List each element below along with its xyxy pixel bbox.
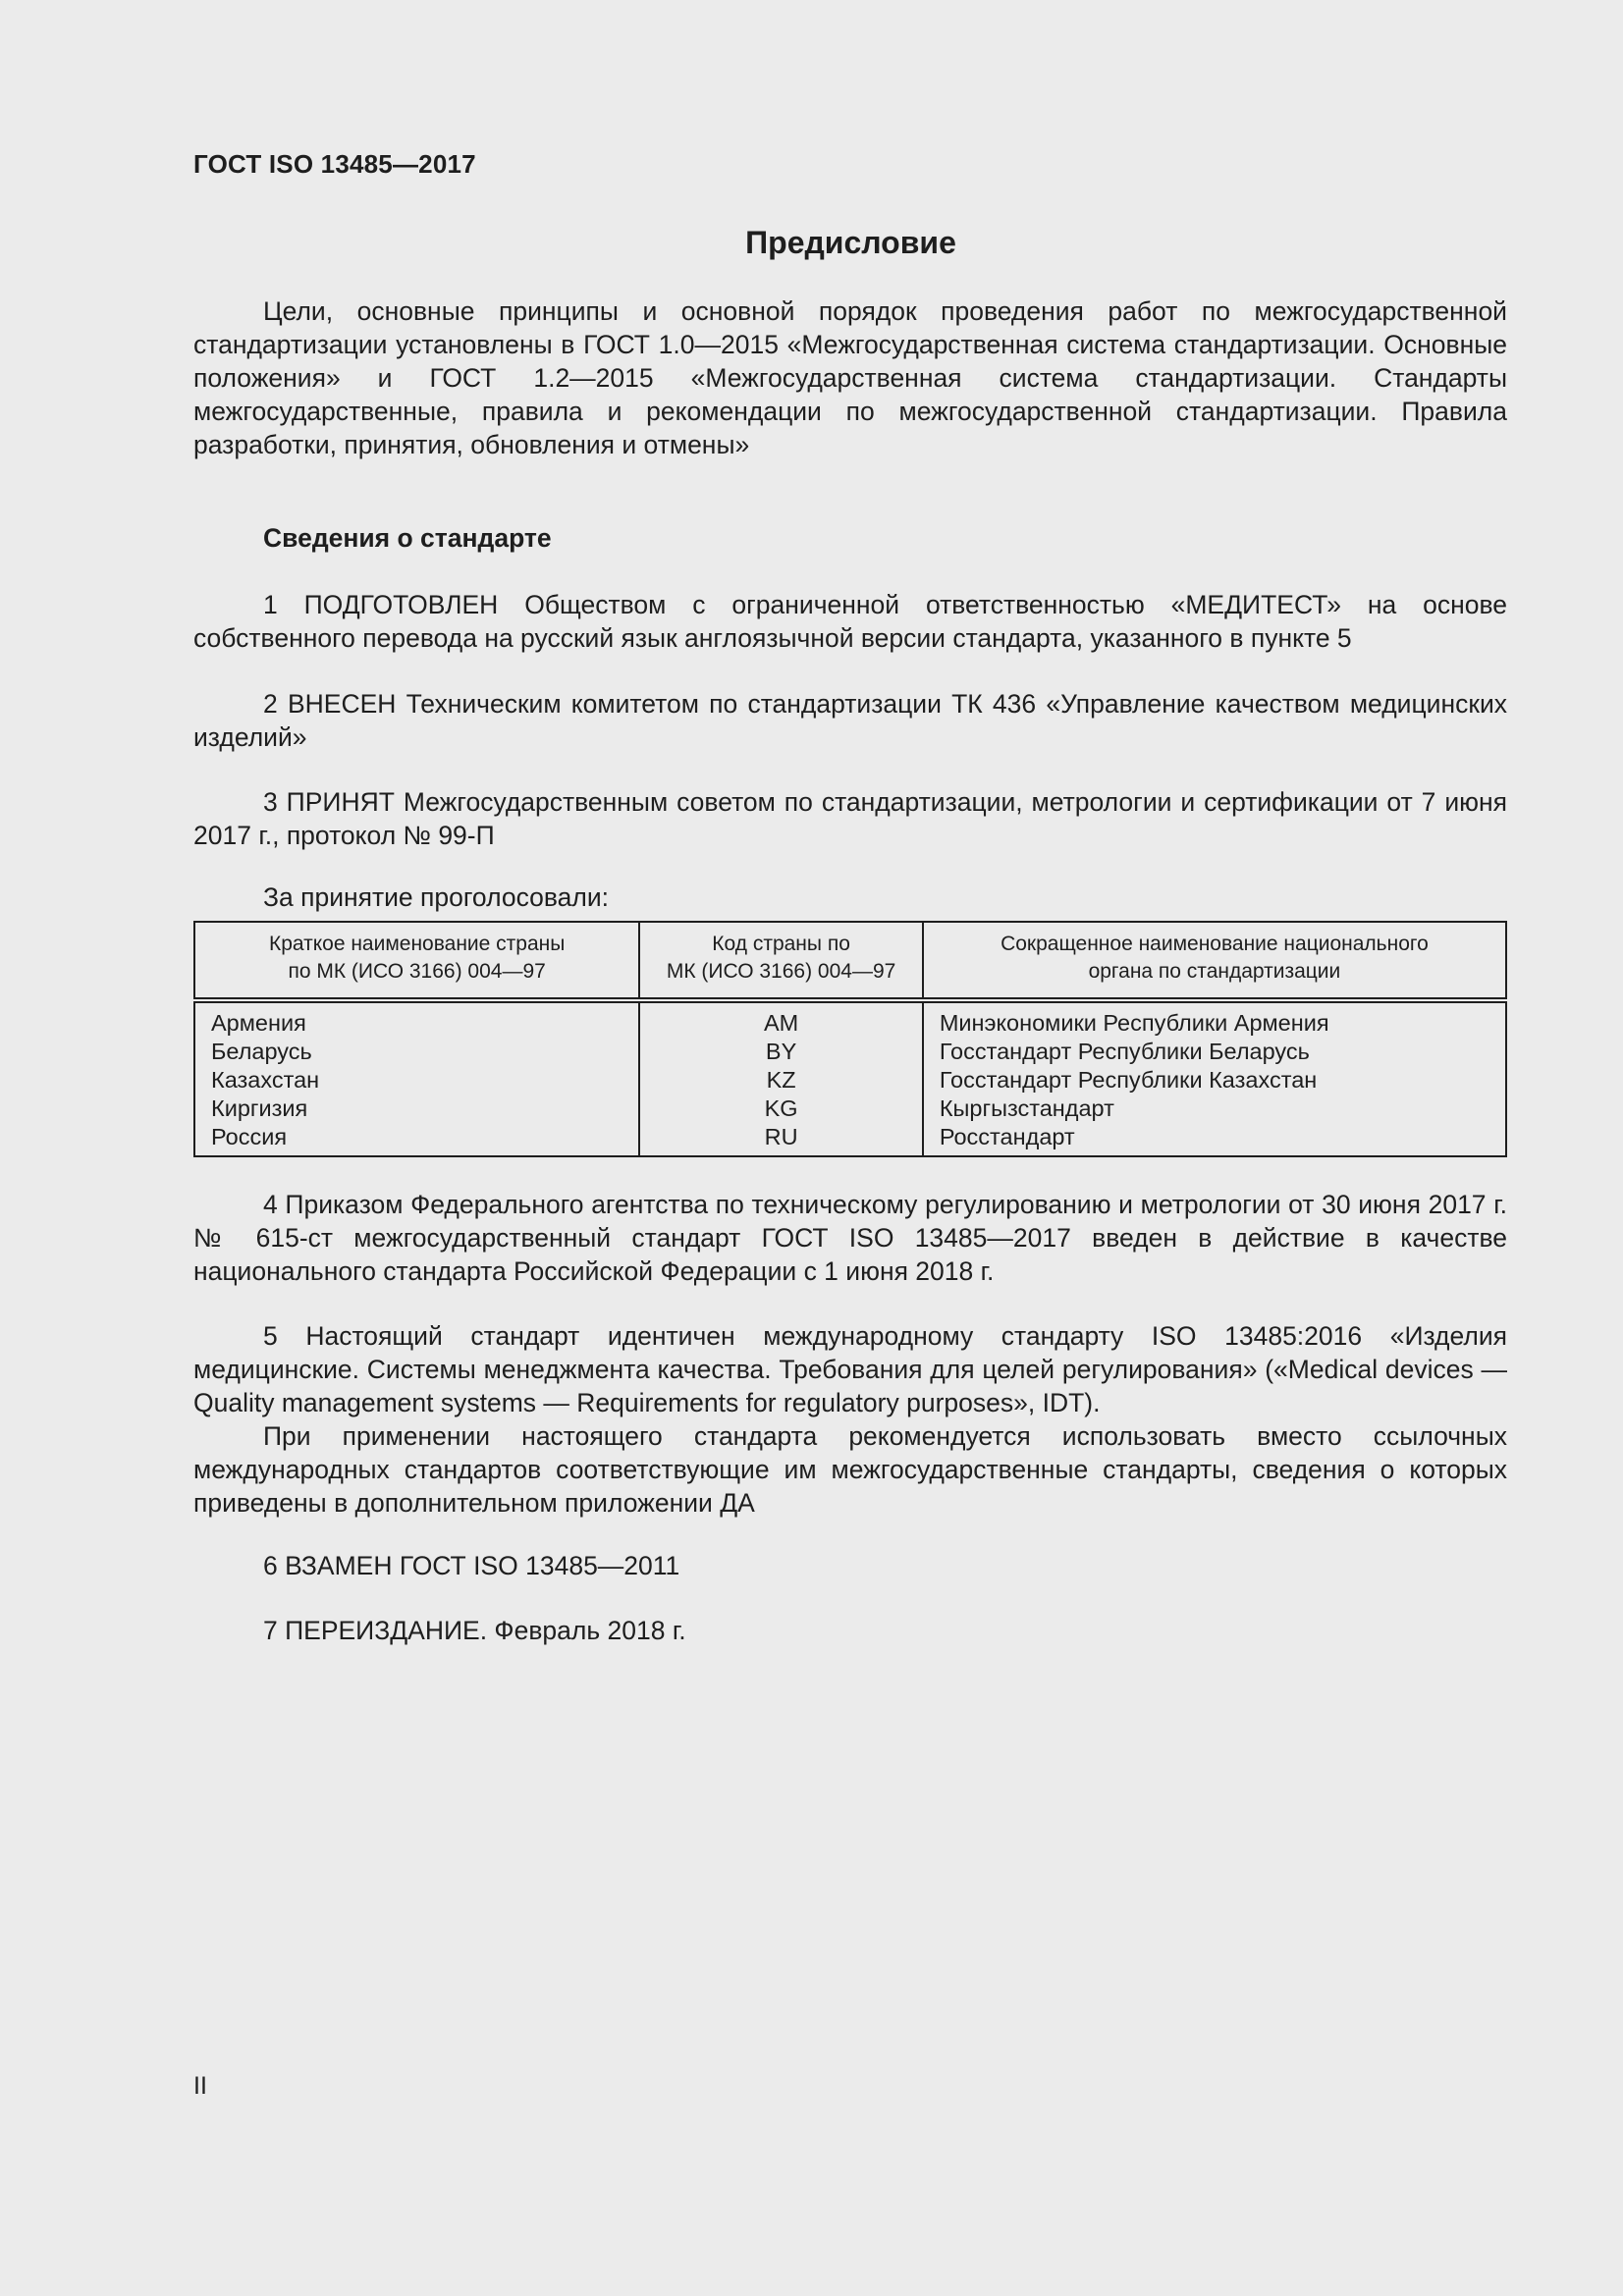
standards-body: Госстандарт Республики Беларусь bbox=[923, 1038, 1506, 1066]
country-code: KG bbox=[639, 1095, 923, 1123]
item-5-note: При применении настоящего стандарта рекомендуется использовать вместо ссылочных международных стандартов соответствующие им межгосударственные стандарты, сведения о которых приведены в дополнительном приложении ДА bbox=[193, 1421, 1507, 1518]
country-name: Беларусь bbox=[194, 1038, 639, 1066]
section-heading: Сведения о стандарте bbox=[263, 523, 552, 553]
item-7: 7 ПЕРЕИЗДАНИЕ. Февраль 2018 г. bbox=[263, 1616, 686, 1645]
voting-table bbox=[193, 921, 1507, 1157]
standards-body: Кыргызстандарт bbox=[923, 1095, 1506, 1123]
country-code: AM bbox=[639, 1000, 923, 1038]
country-name: Армения bbox=[194, 1000, 639, 1038]
standards-body: Росстандарт bbox=[923, 1123, 1506, 1156]
header-standards-body: Сокращенное наименование национального органа по стандартизации bbox=[923, 922, 1506, 1000]
item-6: 6 ВЗАМЕН ГОСТ ISO 13485—2011 bbox=[263, 1551, 680, 1580]
table-row bbox=[194, 1000, 1506, 1038]
votes-label: За принятие проголосовали: bbox=[263, 882, 610, 912]
country-name: Киргизия bbox=[194, 1095, 639, 1123]
item-4: 4 Приказом Федерального агентства по техническому регулированию и метрологии от 30 июня 2017 г. № 615-ст межгосударственный стандарт ГОСТ ISO 13485—2017 введен в действие в качестве национального стандарта Российской Федерации с 1 июня 2018 г. bbox=[193, 1190, 1507, 1286]
country-name: Казахстан bbox=[194, 1066, 639, 1095]
header-country-name: Краткое наименование страны по МК (ИСО 3166) 004—97 bbox=[194, 922, 639, 1000]
intro-paragraph: Цели, основные принципы и основной порядок проведения работ по межгосударственной стандартизации установлены в ГОСТ 1.0—2015 «Межгосударственная система стандартизации. Основные положения» и ГОСТ 1.2—2015 «Межгосударственная система стандартизации. Стандарты межгосударственные, правила и рекомендации по межгосударственной стандартизации. Правила разработки, принятия, обновления и отмены» bbox=[193, 296, 1507, 459]
table-row bbox=[194, 1123, 1506, 1156]
item-3: 3 ПРИНЯТ Межгосударственным советом по стандартизации, метрологии и сертификации от 7 июня 2017 г., протокол № 99-П bbox=[193, 787, 1507, 850]
item-5: 5 Настоящий стандарт идентичен международному стандарту ISO 13485:2016 «Изделия медицинские. Системы менеджмента качества. Требования для целей регулирования» («Medical devices — Quality management systems — Requirements for regulatory purposes», IDT). bbox=[193, 1321, 1507, 1417]
standards-body: Минэкономики Республики Армения bbox=[923, 1000, 1506, 1038]
country-name: Россия bbox=[194, 1123, 639, 1156]
standards-body: Госстандарт Республики Казахстан bbox=[923, 1066, 1506, 1095]
table-row bbox=[194, 1066, 1506, 1095]
table-row bbox=[194, 1095, 1506, 1123]
header-country-code: Код страны по МК (ИСО 3166) 004—97 bbox=[639, 922, 923, 1000]
country-code: RU bbox=[639, 1123, 923, 1156]
table-row bbox=[194, 1038, 1506, 1066]
item-1: 1 ПОДГОТОВЛЕН Обществом с ограниченной ответственностью «МЕДИТЕСТ» на основе собственного перевода на русский язык англоязычной версии стандарта, указанного в пункте 5 bbox=[193, 590, 1507, 653]
country-code: KZ bbox=[639, 1066, 923, 1095]
table-header-row bbox=[194, 922, 1506, 1000]
item-2: 2 ВНЕСЕН Техническим комитетом по стандартизации ТК 436 «Управление качеством медицинских изделий» bbox=[193, 689, 1507, 752]
page-title: Предисловие bbox=[745, 225, 956, 260]
country-code: BY bbox=[639, 1038, 923, 1066]
document-header: ГОСТ ISO 13485—2017 bbox=[193, 149, 476, 179]
page-number: II bbox=[193, 2072, 207, 2100]
